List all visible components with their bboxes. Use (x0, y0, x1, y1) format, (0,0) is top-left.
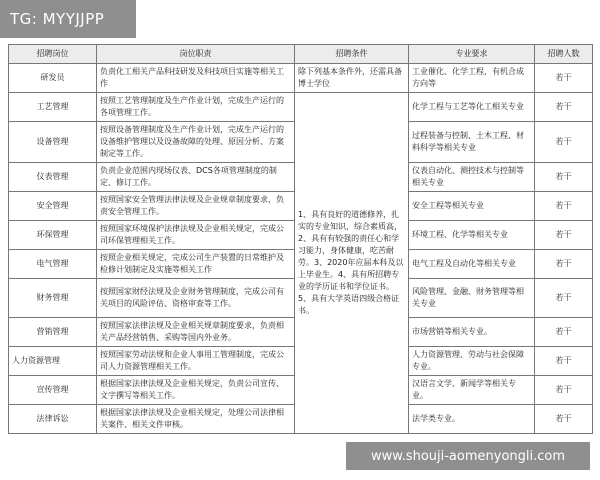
duty-cell: 按照国家法律法规及企业相关规章制度要求，负责相关产品经营销售、采购等国内外业务。 (97, 318, 295, 347)
table-header-row (9, 45, 593, 64)
position-cell: 宣传管理 (9, 376, 97, 405)
count-cell: 若干 (535, 192, 593, 221)
major-cell: 人力资源管理、劳动与社会保障专业。 (409, 347, 535, 376)
position-cell: 环保管理 (9, 221, 97, 250)
count-cell: 若干 (535, 347, 593, 376)
position-cell: 安全管理 (9, 192, 97, 221)
major-cell: 仪表自动化、测控技术与控制等相关专业 (409, 163, 535, 192)
count-cell: 若干 (535, 318, 593, 347)
major-cell: 电气工程及自动化等相关专业 (409, 250, 535, 279)
position-cell: 财务管理 (9, 279, 97, 318)
major-cell: 汉语言文学、新闻学等相关专业。 (409, 376, 535, 405)
duty-cell: 按照设备管理制度及生产作业计划，完成生产运行的设备维护管理以及设备故障的处理、原因分析、方案制定等工作。 (97, 122, 295, 163)
duty-cell: 按照国家安全管理法律法规及企业规章制度要求，负责安全管理工作。 (97, 192, 295, 221)
channel-tag: TG: MYYJJPP (0, 0, 136, 38)
condition-cell: 除下列基本条件外，还需具备博士学位 (295, 64, 409, 93)
header-duty: 岗位职责 (97, 45, 295, 64)
duty-cell: 根据国家法律法规及企业相关规定，负责公司宣传、文字撰写等相关工作。 (97, 376, 295, 405)
count-cell: 若干 (535, 405, 593, 434)
duty-cell: 负责企业范围内现场仪表、DCS各项管理制度的制定、修订工作。 (97, 163, 295, 192)
common-condition-cell: 1、具有良好的道德修养，扎实的专业知识，综合素质高，2、具有有较强的责任心和学习能力，身体健康，吃苦耐劳。3、2020年应届本科及以上毕业生。4、具有所招聘专业的学历证书和学位证书。5、具有大学英语四级合格证书。 (295, 93, 409, 434)
major-cell: 环境工程、化学等相关专业 (409, 221, 535, 250)
major-cell: 市场营销等相关专业。 (409, 318, 535, 347)
position-cell: 工艺管理 (9, 93, 97, 122)
count-cell: 若干 (535, 250, 593, 279)
position-cell: 设备管理 (9, 122, 97, 163)
count-cell: 若干 (535, 221, 593, 250)
major-cell: 法学类专业。 (409, 405, 535, 434)
duty-cell: 根据国家法律法规及企业相关规定，处理公司法律相关案件、相关文件审核。 (97, 405, 295, 434)
duty-cell: 按照国家财经法规及企业财务管理制度，完成公司有关项目的风险评估、资格审查等工作。 (97, 279, 295, 318)
major-cell: 风险管理、金融、财务管理等相关专业 (409, 279, 535, 318)
count-cell: 若干 (535, 122, 593, 163)
position-cell: 电气管理 (9, 250, 97, 279)
count-cell: 若干 (535, 93, 593, 122)
position-cell: 法律诉讼 (9, 405, 97, 434)
table-row (9, 93, 593, 122)
count-cell: 若干 (535, 279, 593, 318)
header-count: 招聘人数 (535, 45, 593, 64)
major-cell: 化学工程与工艺等化工相关专业 (409, 93, 535, 122)
duty-cell: 负责化工相关产品科技研发及科技项目实施等相关工作 (97, 64, 295, 93)
position-cell: 仪表管理 (9, 163, 97, 192)
major-cell: 过程装备与控制、土木工程、材料科学等相关专业 (409, 122, 535, 163)
duty-cell: 按照企业相关规定，完成公司生产装置的日常维护及检修计划制定及实施等相关工作 (97, 250, 295, 279)
table-row (9, 64, 593, 93)
count-cell: 若干 (535, 64, 593, 93)
site-watermark: www.shouji-aomenyongli.com (346, 442, 590, 470)
position-cell: 人力资源管理 (9, 347, 97, 376)
count-cell: 若干 (535, 163, 593, 192)
major-cell: 安全工程等相关专业 (409, 192, 535, 221)
header-position: 招聘岗位 (9, 45, 97, 64)
header-major: 专业要求 (409, 45, 535, 64)
duty-cell: 按照国家劳动法规和企业人事用工管理制度，完成公司人力资源管理相关工作。 (97, 347, 295, 376)
count-cell: 若干 (535, 376, 593, 405)
duty-cell: 按照工艺管理制度及生产作业计划，完成生产运行的各项管理工作。 (97, 93, 295, 122)
header-condition: 招聘条件 (295, 45, 409, 64)
major-cell: 工业催化、化学工程，有机合成方向等 (409, 64, 535, 93)
recruitment-table (8, 44, 593, 434)
position-cell: 研发员 (9, 64, 97, 93)
duty-cell: 按照国家环境保护法律法规及企业相关规定，完成公司环保管理相关工作。 (97, 221, 295, 250)
position-cell: 营销管理 (9, 318, 97, 347)
